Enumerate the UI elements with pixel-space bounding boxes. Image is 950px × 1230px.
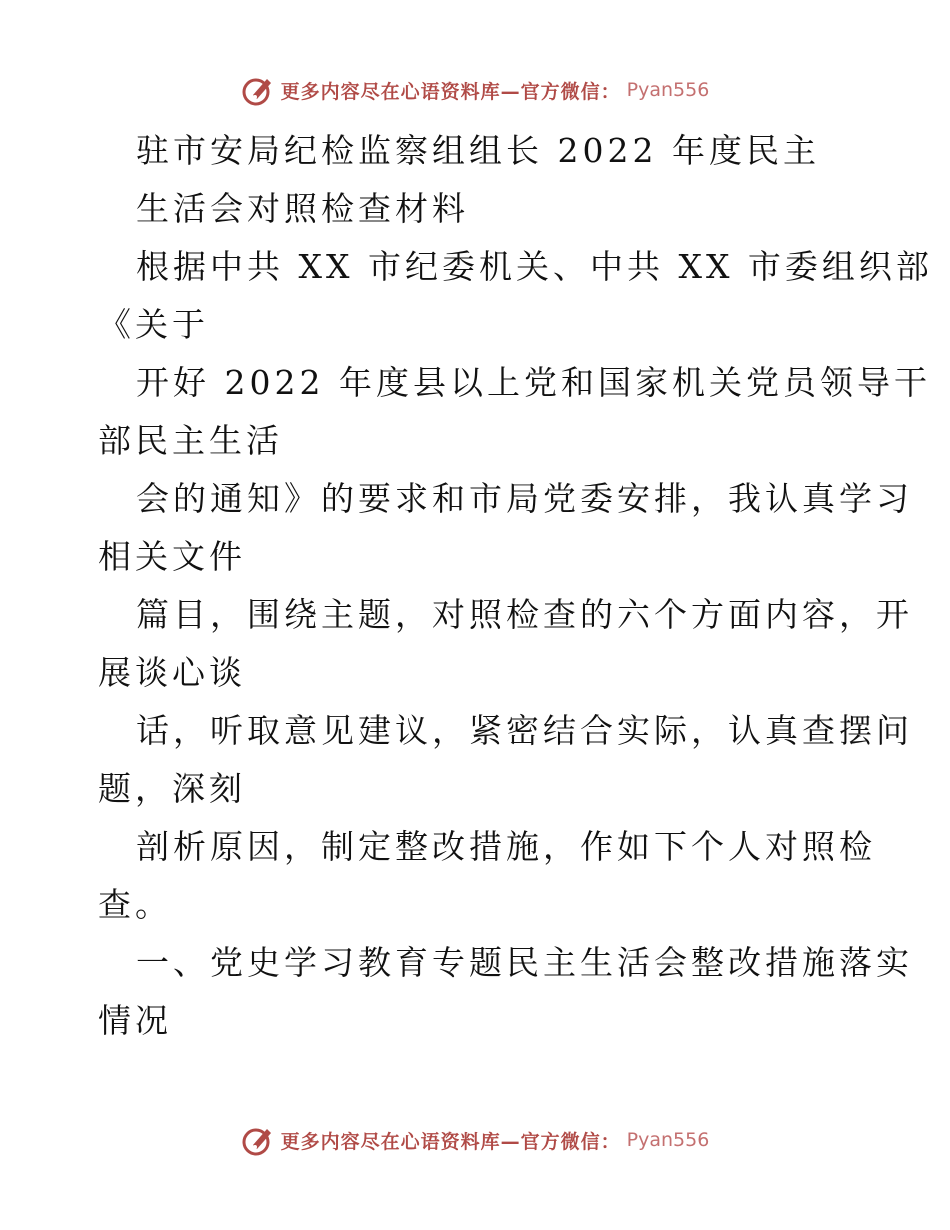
text-line: 相关文件 <box>98 537 246 576</box>
text-line: 题，深刻 <box>98 769 246 808</box>
watermark-banner-bottom <box>0 1120 950 1160</box>
pen-nib-logo-icon <box>241 1123 275 1157</box>
text-line: 开好 2022 年度县以上党和国家机关党员领导干 <box>136 363 931 402</box>
text-line: 《关于 <box>98 305 209 344</box>
watermark-banner-top <box>0 70 950 110</box>
text-line: 根据中共 XX 市纪委机关、中共 XX 市委组织部 <box>136 247 933 286</box>
text-line: 话，听取意见建议，紧密结合实际，认真查摆问 <box>136 711 913 750</box>
text-line: 会的通知》的要求和市局党委安排，我认真学习 <box>136 479 913 518</box>
watermark-contact: Pyan556 <box>626 79 710 101</box>
text-line: 篇目，围绕主题，对照检查的六个方面内容，开 <box>136 595 913 634</box>
watermark-text: 更多内容尽在心语资料库—官方微信： <box>280 80 621 103</box>
text-line: 一、党史学习教育专题民主生活会整改措施落实 <box>136 943 913 982</box>
watermark-contact: Pyan556 <box>626 1129 710 1151</box>
text-line: 部民主生活 <box>98 421 283 460</box>
pen-nib-logo-icon <box>241 73 275 107</box>
watermark-text: 更多内容尽在心语资料库—官方微信： <box>280 1130 621 1153</box>
text-line: 情况 <box>98 1001 172 1040</box>
text-line: 查。 <box>98 885 172 924</box>
text-line: 驻市安局纪检监察组组长 2022 年度民主 <box>136 131 820 170</box>
text-line: 展谈心谈 <box>98 653 246 692</box>
document-body <box>98 122 933 1050</box>
text-line: 剖析原因，制定整改措施，作如下个人对照检 <box>136 827 876 866</box>
text-line: 生活会对照检查材料 <box>136 189 469 228</box>
